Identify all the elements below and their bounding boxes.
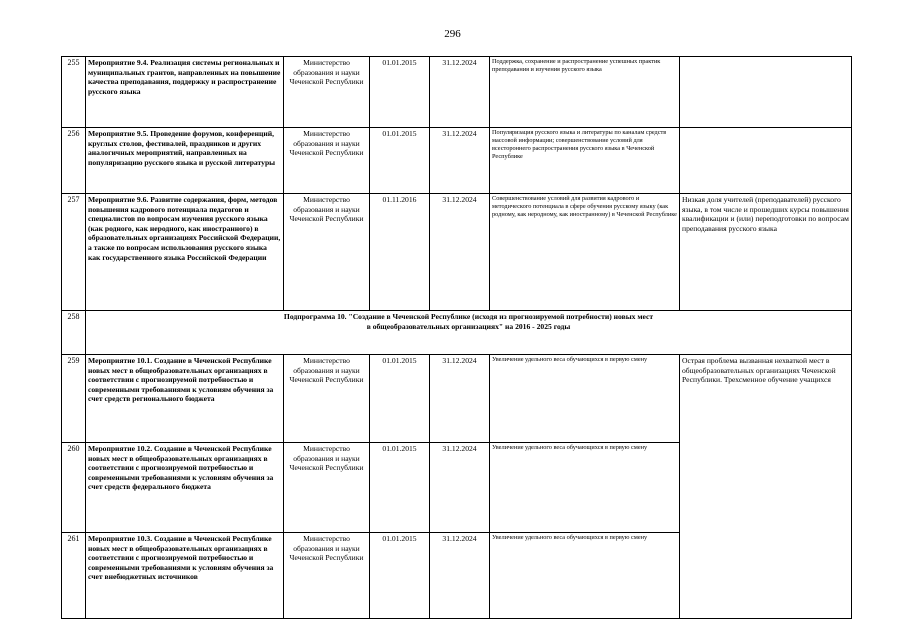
measure-end-date: 31.12.2024 <box>430 443 490 533</box>
measure-result: Увеличение удельного веса обучающихся в первую смену <box>490 443 680 533</box>
measure-start-date: 01.11.2016 <box>370 194 430 311</box>
measure-end-date: 31.12.2024 <box>430 355 490 443</box>
measure-risk-merged: Острая проблема вызванная нехваткой мест в общеобразовательных организациях Чеченской Республики. Трехсменное обучение учащихся <box>680 355 852 619</box>
measures-table <box>61 56 852 619</box>
measure-title: Мероприятие 9.5. Проведение форумов, конференций, круглых столов, фестивалей, праздников и других аналогичных мероприятий, направленных на популяризацию русского языка и русской литературы <box>86 128 284 194</box>
row-number: 257 <box>62 194 86 311</box>
measure-title: Мероприятие 9.4. Реализация системы региональных и муниципальных грантов, направленных на повышение качества преподавания, поддержку и распространение русского языка <box>86 57 284 128</box>
subprogram-title <box>86 311 852 355</box>
measure-executor: Министерство образования и науки Чеченской Республики <box>284 533 370 619</box>
row-number: 258 <box>62 311 86 355</box>
measure-title: Мероприятие 10.2. Создание в Чеченской Республике новых мест в общеобразовательных организациях в соответствии с прогнозируемой потребностью и современными требованиями к условиям обучения за счет средств федерального бюджета <box>86 443 284 533</box>
subprogram-title-line2: в общеобразовательных организациях" на 2016 - 2025 годы <box>366 322 571 331</box>
measure-end-date: 31.12.2024 <box>430 57 490 128</box>
measure-result: Увеличение удельного веса обучающихся в первую смену <box>490 533 680 619</box>
table-row <box>62 128 852 194</box>
measure-result: Увеличение удельного веса обучающихся в первую смену <box>490 355 680 443</box>
row-number: 255 <box>62 57 86 128</box>
row-number: 260 <box>62 443 86 533</box>
table-row <box>62 57 852 128</box>
measure-executor: Министерство образования и науки Чеченской Республики <box>284 355 370 443</box>
measure-end-date: 31.12.2024 <box>430 533 490 619</box>
measure-start-date: 01.01.2015 <box>370 355 430 443</box>
measure-result: Популяризация русского языка и литературы по каналам средств массовой информации; совершенствование условий для всестороннего распространения русского языка в Чеченской Республике <box>490 128 680 194</box>
table-row <box>62 355 852 443</box>
measure-start-date: 01.01.2015 <box>370 128 430 194</box>
measure-risk <box>680 57 852 128</box>
measure-risk <box>680 128 852 194</box>
measure-title: Мероприятие 10.3. Создание в Чеченской Республике новых мест в общеобразовательных организациях в соответствии с прогнозируемой потребностью и современными требованиями к условиям обучения за счет внебюджетных источников <box>86 533 284 619</box>
measure-executor: Министерство образования и науки Чеченской Республики <box>284 128 370 194</box>
row-number: 256 <box>62 128 86 194</box>
measure-end-date: 31.12.2024 <box>430 128 490 194</box>
measure-risk: Низкая доля учителей (преподавателей) русского языка, в том числе и прошедших курсы повышения квалификации и (или) переподготовки по вопросам преподавания русского языка <box>680 194 852 311</box>
measure-start-date: 01.01.2015 <box>370 443 430 533</box>
subprogram-title-line1: Подпрограмма 10. "Создание в Чеченской Республике (исходя из прогнозируемой потребности) новых мест <box>283 312 654 321</box>
table-row <box>62 194 852 311</box>
measure-result: Совершенствование условий для развития кадрового и методического потенциала в сфере обучения русскому языку (как родному, как неродному, как иностранному) в Чеченской Республике <box>490 194 680 311</box>
page-number: 296 <box>444 28 461 40</box>
measure-executor: Министерство образования и науки Чеченской Республики <box>284 57 370 128</box>
row-number: 261 <box>62 533 86 619</box>
row-number: 259 <box>62 355 86 443</box>
measure-title: Мероприятие 10.1. Создание в Чеченской Республике новых мест в общеобразовательных организациях в соответствии с прогнозируемой потребностью и современными требованиями к условиям обучения за счет средств регионального бюджета <box>86 355 284 443</box>
measure-executor: Министерство образования и науки Чеченской Республики <box>284 194 370 311</box>
measure-title: Мероприятие 9.6. Развитие содержания, форм, методов повышения кадрового потенциала педагогов и специалистов по вопросам изучения русского языка (как родного, как неродного, как иностранного) в образовательных организациях Российской Федерации, а также по вопросам использования русского языка как государственного языка Российской Федерации <box>86 194 284 311</box>
measure-end-date: 31.12.2024 <box>430 194 490 311</box>
measure-start-date: 01.01.2015 <box>370 57 430 128</box>
measure-start-date: 01.01.2015 <box>370 533 430 619</box>
measure-result: Поддержка, сохранение и распространение успешных практик преподавания и изучения русского языка <box>490 57 680 128</box>
measure-executor: Министерство образования и науки Чеченской Республики <box>284 443 370 533</box>
subprogram-row <box>62 311 852 355</box>
